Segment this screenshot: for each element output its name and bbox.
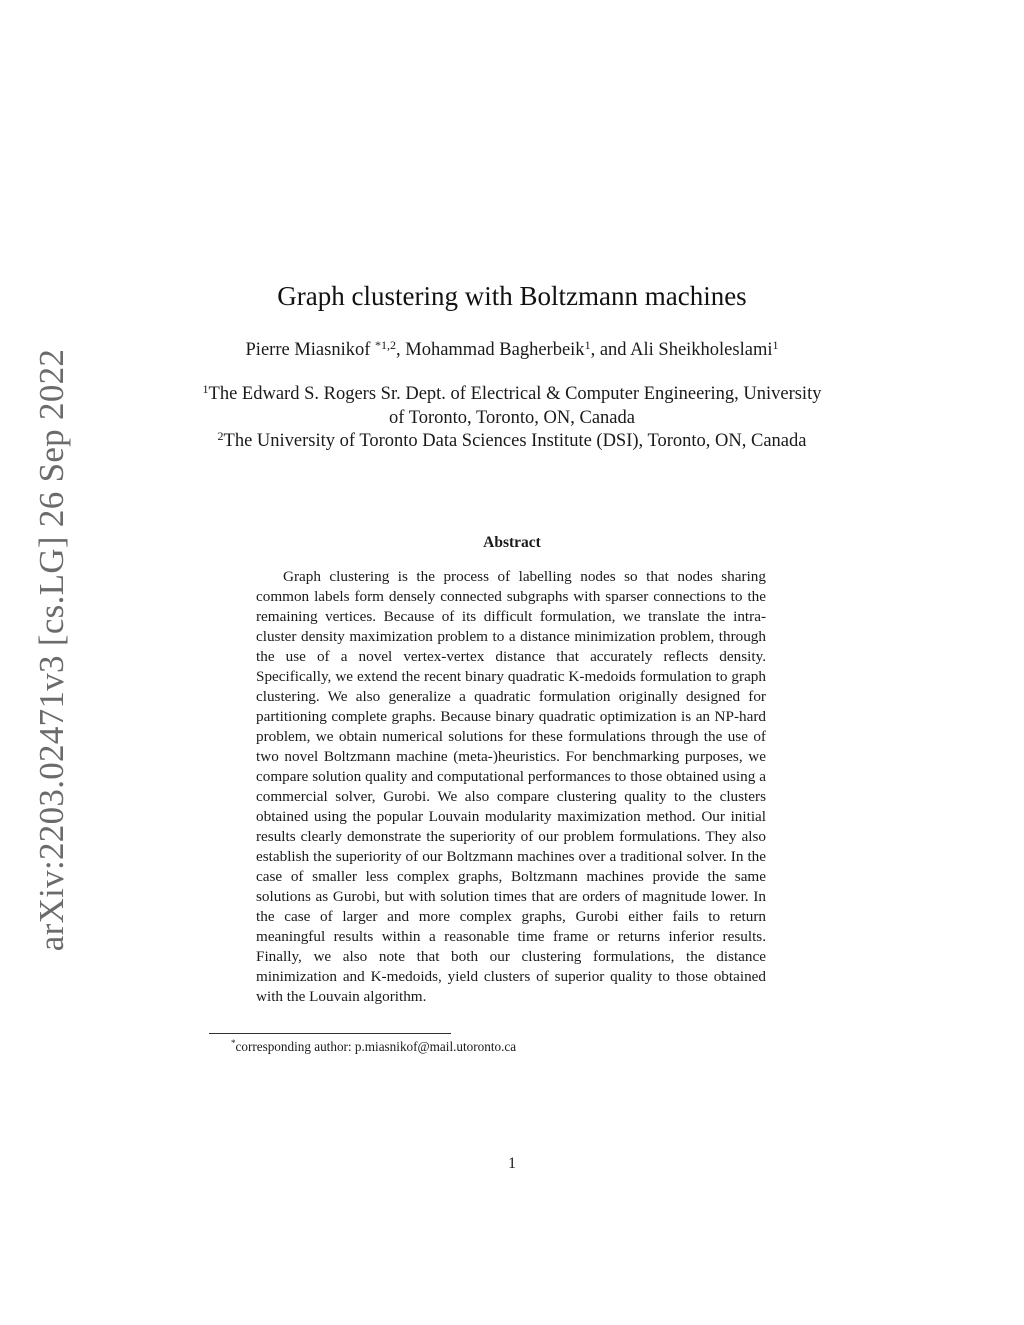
footnote-text: corresponding author: p.miasnikof@mail.utoronto.ca <box>235 1039 517 1054</box>
abstract-body: Graph clustering is the process of labelling nodes so that nodes sharing common labels form densely connected subgraphs with sparser connections to the remaining vertices. Because of its difficult formulation, we translate the intra-cluster density maximization problem to a distance minimization problem, through the use of a novel vertex-vertex distance that accurately reflects density. Specifically, we extend the recent binary quadratic K-medoids formulation to graph clustering. We also generalize a quadratic formulation originally designed for partitioning complete graphs. Because binary quadratic optimization is an NP-hard problem, we obtain numerical solutions for these formulations through the use of two novel Boltzmann machine (meta-)heuristics. For benchmarking purposes, we compare solution quality and computational performances to those obtained using a commercial solver, Gurobi. We also compare clustering quality to the clusters obtained using the popular Louvain modularity maximization method. Our initial results clearly demonstrate the superiority of our problem formulations. They also establish the superiority of our Boltzmann machines over a traditional solver. In the case of smaller less complex graphs, Boltzmann machines provide the same solutions as Gurobi, but with solution times that are orders of magnitude lower. In the case of larger and more complex graphs, Gurobi either fails to return meaningful results within a reasonable time frame or returns inferior results. Finally, we also note that both our clustering formulations, the distance minimization and K-medoids, yield clusters of superior quality to those obtained with the Louvain algorithm. <box>256 568 766 1005</box>
author-name: Ali Sheikholeslami <box>630 340 773 360</box>
arxiv-identifier-stamp: arXiv:2203.02471v3 [cs.LG] 26 Sep 2022 <box>32 348 71 952</box>
author-name: Pierre Miasnikof <box>245 340 375 360</box>
affiliation-mark: 1 <box>202 382 209 396</box>
author-affiliation-mark: *1,2 <box>375 338 396 352</box>
author-separator: , <box>396 340 406 360</box>
abstract-heading: Abstract <box>483 534 541 551</box>
footnote-mark: * <box>231 1038 236 1048</box>
affiliation-1 <box>200 383 824 430</box>
footnote-divider <box>209 1033 451 1034</box>
author-list <box>0 340 1024 361</box>
paper-title: Graph clustering with Boltzmann machines <box>277 281 747 311</box>
footnote <box>231 1039 516 1055</box>
author-name: Mohammad Bagherbeik <box>405 340 585 360</box>
author-separator: , and <box>590 340 631 360</box>
page-number: 1 <box>508 1155 516 1172</box>
author-affiliation-mark: 1 <box>772 338 779 352</box>
affiliation-mark: 2 <box>217 429 224 443</box>
affiliation-text: The University of Toronto Data Sciences Institute (DSI), Toronto, ON, Canada <box>223 431 807 451</box>
author-affiliation-mark: 1 <box>584 338 591 352</box>
affiliation-text: The Edward S. Rogers Sr. Dept. of Electrical & Computer Engineering, University of Toronto, Toronto, ON, Canada <box>208 384 822 428</box>
affiliation-2 <box>200 430 824 454</box>
